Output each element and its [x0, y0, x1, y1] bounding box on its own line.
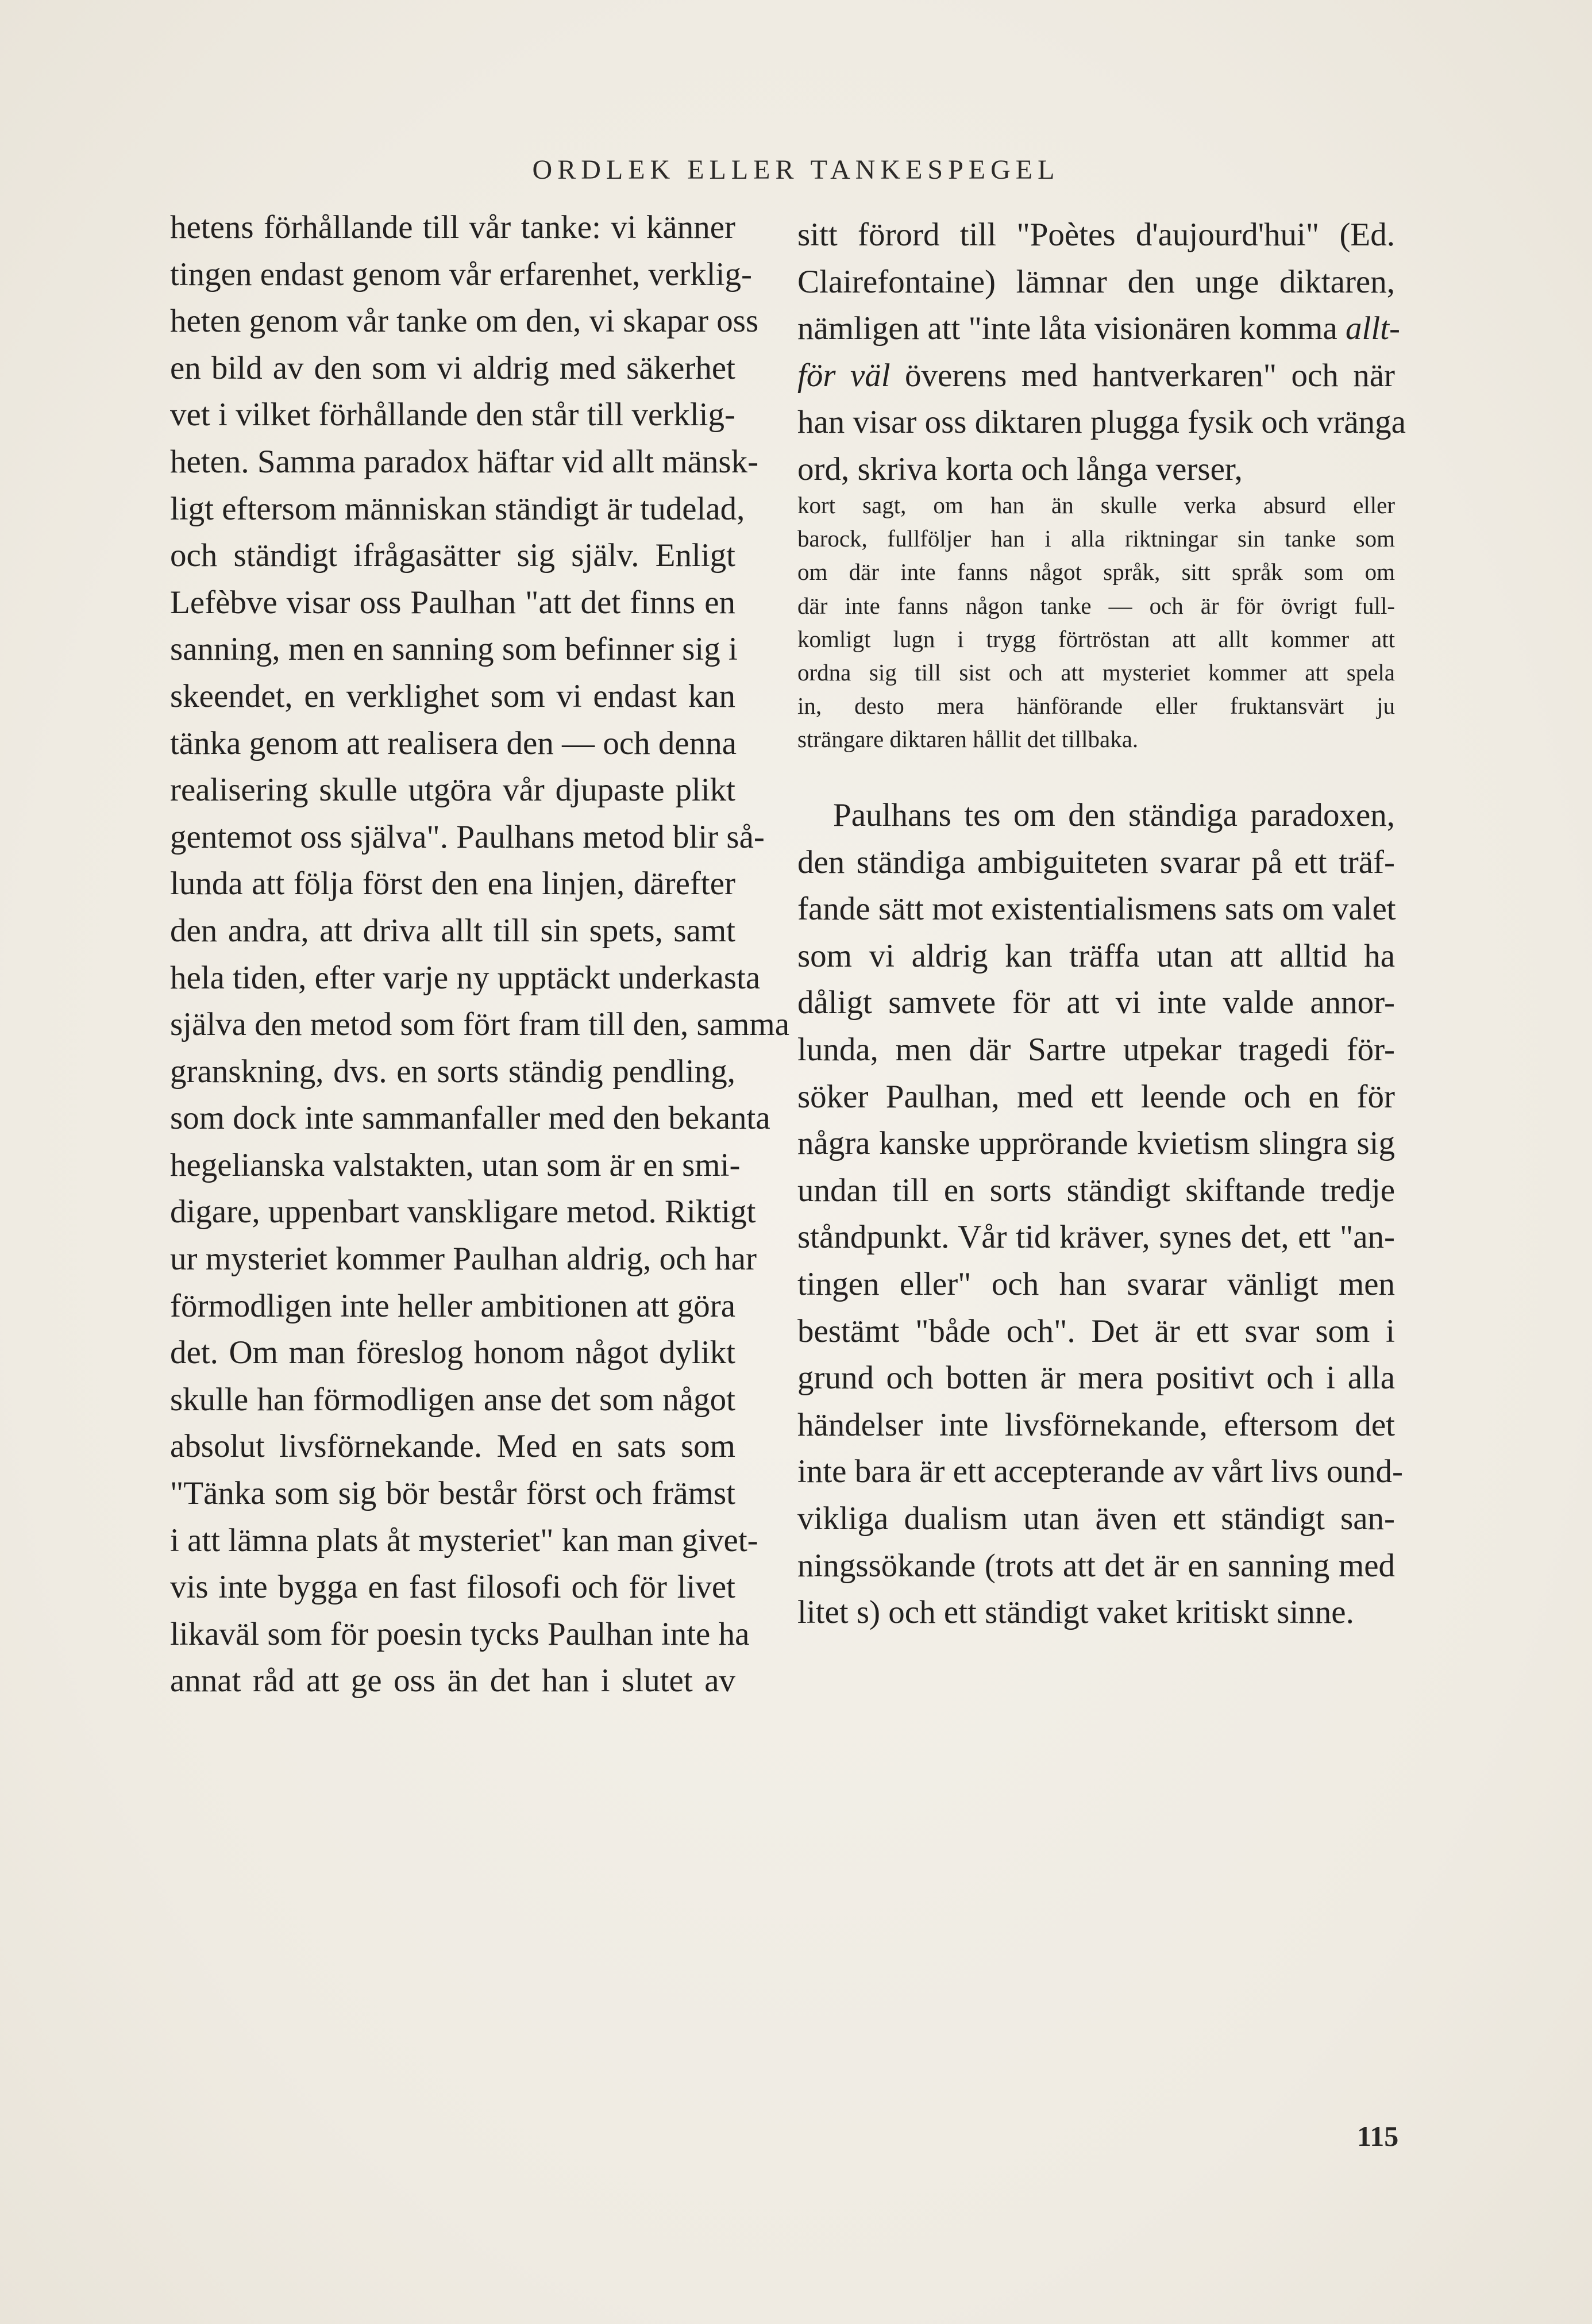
text-line: Paulhans tes om den ständiga paradoxen,: [833, 797, 1395, 833]
text-line: vet i vilket förhållande den står till verklig-: [170, 397, 735, 433]
text-line: tänka genom att realisera den — och denna: [170, 725, 737, 761]
text-line: den ständiga ambiguiteten svarar på ett träf-: [797, 844, 1395, 880]
text-line: i att lämna plats åt mysteriet" kan man givet-: [170, 1522, 758, 1559]
italic-text: för väl: [797, 357, 891, 394]
text-line: heten genom vår tanke om den, vi skapar oss: [170, 303, 759, 340]
right-text-column-top: [797, 211, 1406, 493]
text-line: skulle han förmodligen anse det som något: [170, 1381, 735, 1418]
text-line: heten. Samma paradox häftar vid allt mänsk-: [170, 443, 759, 480]
block-quote: [797, 488, 1395, 756]
text-line: som vi aldrig kan träffa utan att alltid ha: [797, 937, 1395, 974]
text-line: han visar oss diktaren plugga fysik och vränga: [797, 404, 1406, 441]
text-line: förmodligen inte heller ambitionen att göra: [170, 1287, 735, 1324]
text-line-with-italic: [797, 352, 1395, 399]
text-line: en bild av den som vi aldrig med säkerhet: [170, 349, 735, 386]
text-line: händelser inte livsförnekande, eftersom det: [797, 1406, 1395, 1443]
running-header: ORDLEK ELLER TANKESPEGEL: [532, 155, 1060, 185]
text-line: vis inte bygga en fast filosofi och för livet: [170, 1569, 735, 1606]
italic-text: allt-: [1346, 310, 1400, 347]
text-span: nämligen att "inte låta visionären komma: [797, 310, 1346, 347]
text-line: undan till en sorts ständigt skiftande tredje: [797, 1172, 1395, 1209]
quote-line: komligt lugn i trygg förtröstan att allt kommer att: [797, 625, 1395, 652]
text-line: ur mysteriet kommer Paulhan aldrig, och har: [170, 1241, 757, 1278]
text-line: likaväl som för poesin tycks Paulhan inte ha: [170, 1615, 750, 1652]
text-line: digare, uppenbart vanskligare metod. Riktigt: [170, 1194, 756, 1230]
text-line: annat råd att ge oss än det han i slutet av: [170, 1663, 735, 1699]
text-line: det. Om man föreslog honom något dylikt: [170, 1334, 735, 1371]
text-line: absolut livsförnekande. Med en sats som: [170, 1428, 735, 1465]
text-line: tingen endast genom vår erfarenhet, verklig-: [170, 256, 752, 293]
text-line: ningssökande (trots att det är en sanning med: [797, 1547, 1395, 1584]
text-line: skeendet, en verklighet som vi endast kan: [170, 678, 735, 714]
text-line: Clairefontaine) lämnar den unge diktaren,: [797, 263, 1395, 300]
text-line: bestämt "både och". Det är ett svar som i: [797, 1313, 1395, 1349]
text-line: granskning, dvs. en sorts ständig pendling,: [170, 1053, 735, 1090]
text-line: "Tänka som sig bör består först och främst: [170, 1475, 735, 1512]
text-line: Lefèbve visar oss Paulhan "att det finns en: [170, 584, 735, 621]
text-span: överens med hantverkaren" och när: [890, 357, 1395, 394]
text-line: realisering skulle utgöra vår djupaste plikt: [170, 772, 735, 809]
text-line: söker Paulhan, med ett leende och en för: [797, 1078, 1395, 1115]
quote-line: ordna sig till sist och att mysteriet kommer att spela: [797, 659, 1395, 686]
quote-line: in, desto mera hänförande eller fruktansvärt ju: [797, 692, 1395, 719]
text-line: några kanske upprörande kvietism slingra sig: [797, 1125, 1395, 1162]
right-text-column-bottom: [797, 792, 1403, 1636]
text-line: den andra, att driva allt till sin spets, samt: [170, 912, 735, 949]
text-line: ståndpunkt. Vår tid kräver, synes det, ett "an-: [797, 1219, 1395, 1256]
quote-line: barock, fullföljer han i alla riktningar sin tanke som: [797, 525, 1395, 552]
text-line-with-italic: [797, 305, 1400, 352]
page-number: 115: [1357, 2120, 1399, 2152]
text-line: själva den metod som fört fram till den, samma: [170, 1006, 789, 1043]
text-line: vikliga dualism utan även ett ständigt san-: [797, 1500, 1395, 1537]
text-line: dåligt samvete för att vi inte valde annor-: [797, 984, 1395, 1021]
quote-line: där inte fanns någon tanke — och är för övrigt full-: [797, 592, 1395, 619]
text-line: tingen eller" och han svarar vänligt men: [797, 1265, 1395, 1302]
text-line: grund och botten är mera positivt och i alla: [797, 1360, 1395, 1396]
quote-line: om där inte fanns något språk, sitt språk som om: [797, 559, 1395, 586]
text-line: som dock inte sammanfaller med den bekanta: [170, 1100, 770, 1137]
text-line: lunda, men där Sartre utpekar tragedi för-: [797, 1031, 1395, 1068]
left-text-column: [170, 204, 789, 1704]
text-line: hela tiden, efter varje ny upptäckt underkasta: [170, 959, 761, 996]
text-line: sanning, men en sanning som befinner sig i: [170, 631, 738, 668]
text-line: sitt förord till "Poètes d'aujourd'hui" (Ed.: [797, 217, 1395, 253]
text-line: litet s) och ett ständigt vaket kritiskt sinne.: [797, 1594, 1354, 1631]
text-line: gentemot oss själva". Paulhans metod blir så-: [170, 818, 765, 855]
text-line: hetens förhållande till vår tanke: vi känner: [170, 209, 735, 245]
text-line: ligt eftersom människan ständigt är tudelad,: [170, 490, 745, 527]
text-line: lunda att följa först den ena linjen, därefter: [170, 865, 735, 902]
text-line: inte bara är ett accepterande av vårt livs ound-: [797, 1453, 1403, 1490]
text-line: och ständigt ifrågasätter sig själv. Enligt: [170, 537, 735, 574]
quote-line: strängare diktaren hållit det tillbaka.: [797, 726, 1139, 753]
text-line: ord, skriva korta och långa verser,: [797, 451, 1243, 487]
text-line: hegelianska valstakten, utan som är en smi-: [170, 1146, 741, 1183]
text-line: fande sätt mot existentialismens sats om valet: [797, 891, 1396, 928]
quote-line: kort sagt, om han än skulle verka absurd eller: [797, 492, 1395, 518]
